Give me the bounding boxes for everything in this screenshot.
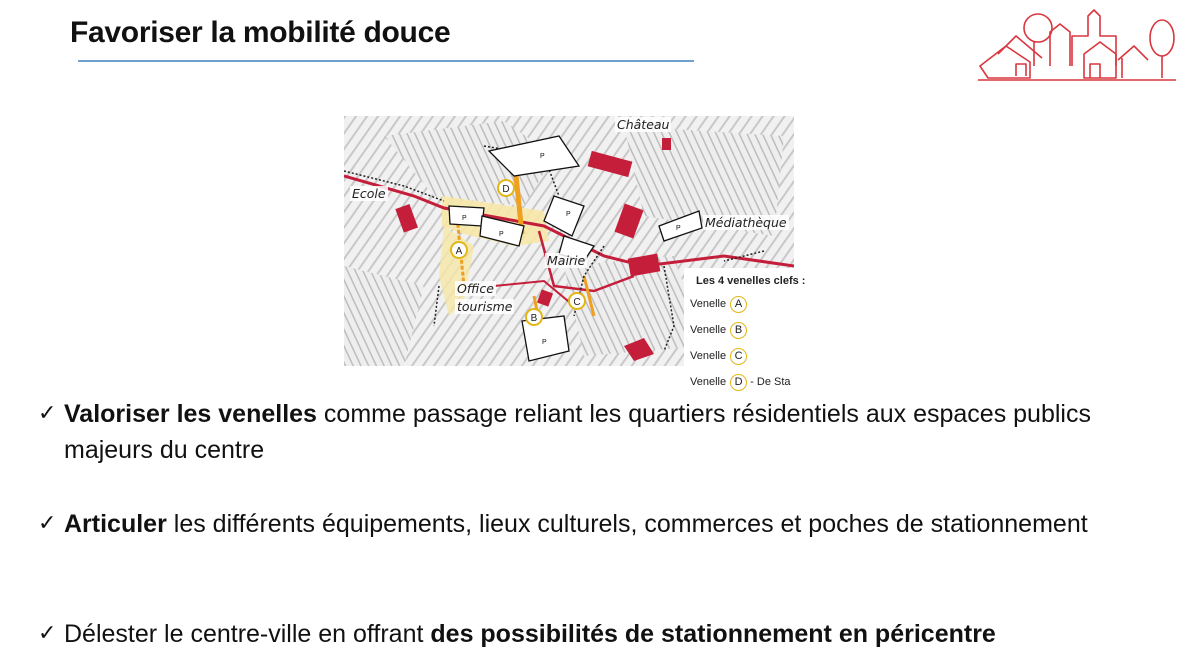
map-label-ecole: Ecole — [352, 186, 386, 201]
parking-marker: P — [566, 211, 571, 218]
map-label-mediatheque: Médiathèque — [705, 215, 787, 230]
venelle-d-marker: D — [502, 184, 510, 195]
bullet-pre-text: Délester le centre-ville en offrant — [64, 620, 431, 648]
legend-letter-marker: C — [730, 348, 747, 365]
venelle-c-marker: C — [573, 297, 581, 308]
map-label-chateau: Château — [617, 117, 670, 132]
legend-row-b — [690, 321, 747, 339]
legend-letter-marker: D — [730, 374, 747, 391]
bullet-bold-text: des possibilités de stationnement en péricentre — [430, 620, 996, 648]
bullet-text — [38, 616, 1178, 652]
bullet-text — [38, 396, 1178, 468]
legend-row-label: Venelle — [690, 350, 727, 362]
village-logo-icon — [976, 6, 1180, 86]
parking-marker: P — [499, 231, 504, 238]
slide-title: Favoriser la mobilité douce — [70, 16, 451, 49]
legend-row-label: Venelle — [690, 298, 727, 310]
checkmark-icon: ✓ — [38, 511, 57, 536]
bullet-item-3 — [38, 616, 1178, 652]
venelle-b-marker: B — [530, 313, 538, 324]
legend-row-d — [690, 373, 791, 391]
legend-row-suffix: - De Sta — [747, 376, 791, 388]
checkmark-icon: ✓ — [38, 401, 57, 426]
parking-marker: P — [542, 339, 547, 346]
title-underline — [78, 60, 694, 62]
bullet-rest-text: les différents équipements, lieux culturels, commerces et poches de stationnement — [166, 510, 1088, 538]
map-label-tourisme: tourisme — [457, 299, 513, 314]
map-legend — [684, 268, 824, 393]
bullet-text — [38, 506, 1178, 542]
parking-marker: P — [540, 153, 545, 160]
legend-row-a — [690, 295, 747, 313]
map-label-mairie: Mairie — [547, 253, 586, 268]
parking-marker: P — [676, 225, 681, 232]
legend-title: Les 4 venelles clefs : — [696, 275, 806, 287]
legend-letter-marker: A — [730, 296, 747, 313]
map-label-office: Office — [457, 281, 494, 296]
legend-row-label: Venelle — [690, 324, 727, 336]
bullet-item-1 — [38, 396, 1178, 468]
venelle-a-marker: A — [455, 246, 463, 257]
legend-letter-marker: B — [730, 322, 747, 339]
bullet-rest-text: comme passage reliant les quartiers résidentiels aux espaces publics majeurs du centre — [64, 400, 1091, 464]
bullet-item-2 — [38, 506, 1178, 542]
legend-row-c — [690, 347, 747, 365]
checkmark-icon: ✓ — [38, 621, 57, 646]
parking-marker: P — [462, 215, 467, 222]
legend-row-label: Venelle — [690, 376, 727, 388]
bullet-bold-text: Articuler — [64, 510, 167, 538]
bullet-bold-text: Valoriser les venelles — [64, 400, 317, 428]
